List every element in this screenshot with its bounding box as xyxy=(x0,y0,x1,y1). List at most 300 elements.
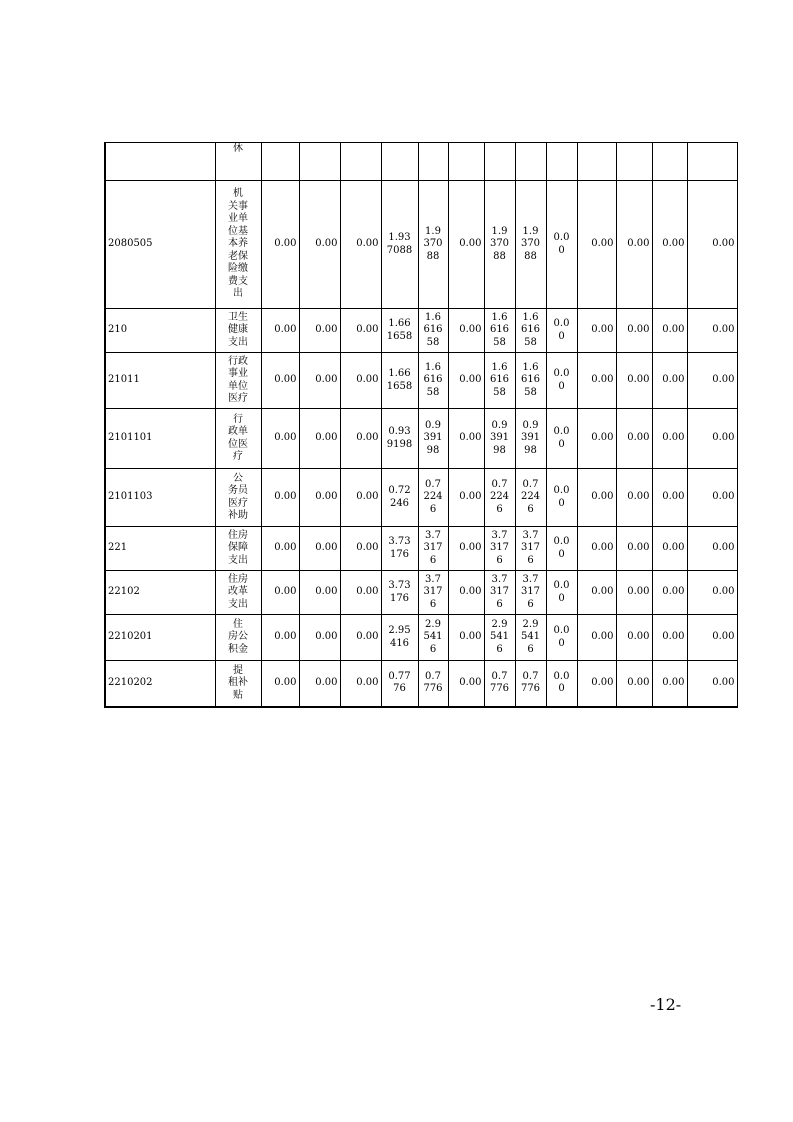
cell-line: 58 xyxy=(493,386,506,398)
cell-line: 单位 xyxy=(228,380,248,392)
amount-cell: 0.00 xyxy=(448,309,484,353)
cell-line: 0 xyxy=(558,330,565,342)
amount-cell xyxy=(418,353,448,409)
cell-line: 9198 xyxy=(386,438,413,450)
amount-cell xyxy=(546,571,577,615)
amount-cell: 0.00 xyxy=(577,353,616,409)
cell-line: 1658 xyxy=(386,380,413,392)
cell-line: 6 xyxy=(496,554,503,566)
page-number: -12- xyxy=(650,995,682,1014)
cell-line: 616 xyxy=(489,374,510,386)
amount-cell: 0.00 xyxy=(299,353,340,409)
amount-cell xyxy=(515,353,546,409)
cell-line: 317 xyxy=(423,542,443,554)
cell-line: 医疗 xyxy=(228,497,248,509)
cell-line: 公 xyxy=(233,472,243,484)
amount-cell: 0.00 xyxy=(616,309,652,353)
cell-line: 3.7 xyxy=(491,529,508,541)
cell-line: 317 xyxy=(423,586,443,598)
amount-cell: 0.00 xyxy=(261,181,299,309)
amount-cell: 0.00 xyxy=(261,353,299,409)
amount-cell: 0.00 xyxy=(340,469,381,527)
cell-line: 0.0 xyxy=(553,368,570,379)
amount-cell xyxy=(546,615,577,661)
cell-line: 支出 xyxy=(228,554,248,566)
cell-line: 0 xyxy=(558,380,565,392)
cell-line: 1.9 xyxy=(425,225,441,237)
cell-line: 出 xyxy=(233,288,243,300)
cell-line: 1.6 xyxy=(522,311,539,323)
cell-line: 370 xyxy=(489,238,510,250)
cell-line: 业单 xyxy=(228,213,248,225)
cell-line: 住房 xyxy=(228,529,248,541)
amount-cell: 0.00 xyxy=(340,309,381,353)
cell-line: 776 xyxy=(489,683,510,695)
amount-cell: 0.00 xyxy=(261,661,299,707)
table-row xyxy=(105,181,737,309)
amount-cell xyxy=(448,143,484,181)
cell-line: 98 xyxy=(426,444,440,456)
cell-line: 租补 xyxy=(228,677,248,688)
subject-code-cell: 2080505 xyxy=(105,181,215,309)
cell-line: 0.7 xyxy=(425,478,441,490)
amount-cell xyxy=(515,409,546,469)
subject-code-cell: 22102 xyxy=(105,571,215,615)
cell-line: 0 xyxy=(558,548,565,560)
amount-cell xyxy=(546,353,577,409)
cell-line: 老保 xyxy=(228,250,248,262)
cell-line: 3.7 xyxy=(425,573,441,585)
cell-line: 保障 xyxy=(228,542,248,554)
table-row xyxy=(105,409,737,469)
amount-cell: 0.00 xyxy=(577,615,616,661)
cell-line: 6 xyxy=(429,503,437,515)
amount-cell: 0.00 xyxy=(448,353,484,409)
amount-cell xyxy=(546,469,577,527)
amount-cell: 0.00 xyxy=(652,661,687,707)
cell-line: 0 xyxy=(558,244,565,256)
amount-cell: 0.00 xyxy=(261,409,299,469)
cell-line: 776 xyxy=(520,683,541,695)
subject-name-cell xyxy=(215,615,261,661)
amount-cell: 0.00 xyxy=(299,469,340,527)
amount-cell: 0.00 xyxy=(616,409,652,469)
amount-cell xyxy=(340,143,381,181)
cell-line: 0.7 xyxy=(522,478,539,490)
amount-cell: 0.00 xyxy=(299,661,340,707)
amount-cell xyxy=(484,353,515,409)
table-row xyxy=(105,353,737,409)
cell-line: 6 xyxy=(527,598,534,610)
cell-line: 0 xyxy=(558,592,565,604)
amount-cell: 0.00 xyxy=(340,353,381,409)
amount-cell: 0.00 xyxy=(652,309,687,353)
cell-line: 88 xyxy=(426,250,440,262)
subject-name-cell xyxy=(215,143,261,181)
cell-line: 391 xyxy=(520,432,541,444)
cell-line: 6 xyxy=(527,554,534,566)
table-row xyxy=(105,309,737,353)
amount-cell xyxy=(418,309,448,353)
cell-line: 541 xyxy=(520,631,541,643)
amount-cell xyxy=(381,571,418,615)
cell-line: 224 xyxy=(423,491,443,503)
cell-line: 0 xyxy=(558,637,565,649)
amount-cell: 0.00 xyxy=(340,615,381,661)
cell-line: 3.7 xyxy=(491,573,508,585)
amount-cell xyxy=(546,527,577,571)
amount-cell xyxy=(418,615,448,661)
cell-line: 改革 xyxy=(228,586,248,598)
amount-cell: 0.00 xyxy=(616,353,652,409)
amount-cell: 0.00 xyxy=(448,615,484,661)
cell-line: 6 xyxy=(527,503,534,515)
amount-cell xyxy=(515,143,546,181)
cell-line: 0 xyxy=(558,683,565,695)
cell-line: 0.72 xyxy=(388,485,411,496)
cell-line: 98 xyxy=(493,444,506,456)
amount-cell: 0.00 xyxy=(577,527,616,571)
cell-line: 616 xyxy=(489,324,510,336)
table-row xyxy=(105,661,737,707)
cell-line: 务员 xyxy=(228,485,248,496)
cell-line: 1658 xyxy=(386,330,413,342)
cell-line: 0.9 xyxy=(522,419,539,431)
amount-cell: 0.00 xyxy=(577,181,616,309)
cell-line: 317 xyxy=(489,586,510,598)
amount-cell: 0.00 xyxy=(687,527,737,571)
cell-line: 关事 xyxy=(228,200,248,212)
cell-line: 58 xyxy=(426,336,440,348)
cell-line: 1.9 xyxy=(522,225,539,237)
cell-line: 3.7 xyxy=(522,573,539,585)
cell-line: 176 xyxy=(389,548,410,560)
amount-cell xyxy=(515,527,546,571)
cell-line: 房公 xyxy=(228,631,248,643)
cell-line: 0.7 xyxy=(425,670,441,682)
table-body xyxy=(105,143,737,707)
amount-cell: 0.00 xyxy=(652,615,687,661)
cell-line: 6 xyxy=(496,598,503,610)
amount-cell xyxy=(484,571,515,615)
amount-cell xyxy=(546,661,577,707)
amount-cell: 0.00 xyxy=(616,615,652,661)
cell-line: 0.0 xyxy=(553,485,570,496)
amount-cell: 0.00 xyxy=(448,181,484,309)
cell-line: 行 xyxy=(233,413,243,425)
amount-cell xyxy=(418,661,448,707)
amount-cell: 0.00 xyxy=(299,527,340,571)
amount-cell xyxy=(546,309,577,353)
amount-cell: 0.00 xyxy=(448,409,484,469)
amount-cell: 0.00 xyxy=(261,469,299,527)
amount-cell: 0.00 xyxy=(687,571,737,615)
cell-line: 3.73 xyxy=(388,536,411,547)
cell-line: 6 xyxy=(496,503,503,515)
amount-cell: 0.00 xyxy=(261,615,299,661)
amount-cell: 0.00 xyxy=(577,661,616,707)
cell-line: 0.7 xyxy=(491,478,508,490)
amount-cell xyxy=(484,469,515,527)
amount-cell xyxy=(484,661,515,707)
cell-line: 支出 xyxy=(228,336,248,348)
amount-cell: 0.00 xyxy=(616,571,652,615)
amount-cell: 0.00 xyxy=(616,181,652,309)
amount-cell: 0.00 xyxy=(687,309,737,353)
amount-cell xyxy=(418,527,448,571)
amount-cell xyxy=(381,181,418,309)
cell-line: 616 xyxy=(423,374,443,386)
cell-line: 积金 xyxy=(228,643,248,655)
amount-cell: 0.00 xyxy=(652,353,687,409)
amount-cell xyxy=(546,181,577,309)
cell-line: 246 xyxy=(389,497,410,509)
table-row xyxy=(105,527,737,571)
cell-line: 6 xyxy=(429,598,437,610)
cell-line: 医疗 xyxy=(228,393,248,404)
amount-cell: 0.00 xyxy=(299,309,340,353)
amount-cell xyxy=(515,615,546,661)
amount-cell: 0.00 xyxy=(652,527,687,571)
cell-line: 1.9 xyxy=(491,225,508,237)
amount-cell xyxy=(515,309,546,353)
cell-line: 0.0 xyxy=(553,318,570,329)
amount-cell xyxy=(381,469,418,527)
amount-cell: 0.00 xyxy=(261,527,299,571)
cell-line: 370 xyxy=(423,238,443,250)
budget-table xyxy=(104,142,738,708)
amount-cell xyxy=(381,143,418,181)
cell-line: 76 xyxy=(393,683,406,695)
cell-line: 1.6 xyxy=(522,361,539,373)
cell-line: 3.73 xyxy=(388,580,411,591)
cell-line: 176 xyxy=(389,592,410,604)
cell-line: 2.9 xyxy=(522,618,539,630)
table-row xyxy=(105,615,737,661)
cell-line: 0.93 xyxy=(388,426,411,437)
cell-line: 健康 xyxy=(228,324,248,336)
cell-line: 58 xyxy=(426,386,440,398)
cell-line: 支出 xyxy=(228,598,248,610)
cell-line: 776 xyxy=(423,683,443,695)
amount-cell: 0.00 xyxy=(687,409,737,469)
table-row xyxy=(105,571,737,615)
cell-line: 3.7 xyxy=(522,529,539,541)
amount-cell: 0.00 xyxy=(448,571,484,615)
subject-name-cell xyxy=(215,469,261,527)
cell-line: 317 xyxy=(520,542,541,554)
cell-line: 2.9 xyxy=(425,618,441,630)
amount-cell xyxy=(515,181,546,309)
cell-line: 391 xyxy=(489,432,510,444)
amount-cell: 0.00 xyxy=(687,661,737,707)
cell-line: 疗 xyxy=(233,451,243,462)
cell-line: 391 xyxy=(423,432,443,444)
amount-cell xyxy=(515,571,546,615)
amount-cell xyxy=(381,409,418,469)
cell-line: 位医 xyxy=(228,438,248,450)
cell-line: 224 xyxy=(520,491,541,503)
cell-line: 317 xyxy=(520,586,541,598)
amount-cell xyxy=(546,143,577,181)
cell-line: 541 xyxy=(489,631,510,643)
cell-line: 1.66 xyxy=(388,368,411,379)
cell-line: 317 xyxy=(489,542,510,554)
subject-code-cell: 210 xyxy=(105,309,215,353)
cell-line: 险缴 xyxy=(228,263,248,275)
amount-cell: 0.00 xyxy=(340,571,381,615)
cell-line: 6 xyxy=(527,643,534,655)
cell-line: 0 xyxy=(558,497,565,509)
cell-line: 0 xyxy=(558,438,565,450)
cell-line: 0.0 xyxy=(553,426,570,437)
cell-line: 88 xyxy=(524,250,537,262)
subject-code-cell: 2210201 xyxy=(105,615,215,661)
cell-line: 位基 xyxy=(228,225,248,237)
amount-cell xyxy=(381,309,418,353)
amount-cell: 0.00 xyxy=(616,661,652,707)
subject-code-cell: 21011 xyxy=(105,353,215,409)
cell-line: 行政 xyxy=(228,355,248,367)
subject-code-cell: 2210202 xyxy=(105,661,215,707)
amount-cell xyxy=(381,661,418,707)
amount-cell: 0.00 xyxy=(687,615,737,661)
amount-cell xyxy=(515,469,546,527)
cell-line: 1.6 xyxy=(491,361,508,373)
cell-line: 休 xyxy=(233,143,243,154)
cell-line: 541 xyxy=(423,631,443,643)
subject-name-cell xyxy=(215,181,261,309)
subject-name-cell xyxy=(215,527,261,571)
cell-line: 7088 xyxy=(386,244,413,256)
subject-name-cell xyxy=(215,571,261,615)
amount-cell xyxy=(577,143,616,181)
subject-code-cell xyxy=(105,143,215,181)
amount-cell: 0.00 xyxy=(448,527,484,571)
amount-cell: 0.00 xyxy=(448,469,484,527)
cell-line: 费支 xyxy=(228,275,248,287)
cell-line: 1.6 xyxy=(491,311,508,323)
cell-line: 616 xyxy=(520,324,541,336)
cell-line: 卫生 xyxy=(228,311,248,323)
cell-line: 0.0 xyxy=(553,232,570,243)
cell-line: 1.93 xyxy=(388,232,411,243)
amount-cell: 0.00 xyxy=(687,353,737,409)
cell-line: 616 xyxy=(520,374,541,386)
amount-cell xyxy=(381,527,418,571)
table-row xyxy=(105,143,737,181)
amount-cell xyxy=(381,615,418,661)
amount-cell xyxy=(418,143,448,181)
cell-line: 58 xyxy=(524,386,537,398)
cell-line: 58 xyxy=(524,336,537,348)
amount-cell: 0.00 xyxy=(687,469,737,527)
amount-cell: 0.00 xyxy=(616,469,652,527)
amount-cell xyxy=(484,409,515,469)
amount-cell xyxy=(418,469,448,527)
amount-cell xyxy=(418,409,448,469)
amount-cell: 0.00 xyxy=(652,571,687,615)
cell-line: 1.6 xyxy=(425,361,441,373)
amount-cell: 0.00 xyxy=(652,181,687,309)
cell-line: 机 xyxy=(233,188,243,200)
cell-line: 政单 xyxy=(228,426,248,437)
cell-line: 补助 xyxy=(228,510,248,521)
amount-cell: 0.00 xyxy=(577,571,616,615)
cell-line: 本养 xyxy=(228,238,248,250)
cell-line: 0.0 xyxy=(553,625,570,636)
subject-name-cell xyxy=(215,409,261,469)
subject-code-cell: 2101101 xyxy=(105,409,215,469)
amount-cell: 0.00 xyxy=(299,181,340,309)
cell-line: 2.9 xyxy=(491,618,508,630)
cell-line: 0.0 xyxy=(553,536,570,547)
cell-line: 370 xyxy=(520,238,541,250)
amount-cell xyxy=(484,615,515,661)
cell-line: 98 xyxy=(524,444,537,456)
amount-cell xyxy=(484,309,515,353)
amount-cell: 0.00 xyxy=(299,571,340,615)
cell-line: 事业 xyxy=(228,368,248,379)
amount-cell: 0.00 xyxy=(448,661,484,707)
subject-name-cell xyxy=(215,661,261,707)
cell-line: 0.9 xyxy=(425,419,441,431)
amount-cell xyxy=(418,181,448,309)
cell-line: 88 xyxy=(493,250,506,262)
amount-cell: 0.00 xyxy=(299,409,340,469)
cell-line: 0.77 xyxy=(388,670,411,682)
cell-line: 6 xyxy=(496,643,503,655)
cell-line: 0.9 xyxy=(491,419,508,431)
subject-name-cell xyxy=(215,353,261,409)
amount-cell: 0.00 xyxy=(340,409,381,469)
amount-cell xyxy=(418,571,448,615)
cell-line: 1.66 xyxy=(388,318,411,329)
amount-cell xyxy=(546,409,577,469)
amount-cell xyxy=(261,143,299,181)
amount-cell xyxy=(515,661,546,707)
amount-cell xyxy=(652,143,687,181)
amount-cell xyxy=(299,143,340,181)
cell-line: 6 xyxy=(429,554,437,566)
cell-line: 住房 xyxy=(228,573,248,585)
amount-cell: 0.00 xyxy=(340,527,381,571)
cell-line: 416 xyxy=(389,637,410,649)
amount-cell: 0.00 xyxy=(299,615,340,661)
cell-line: 住 xyxy=(233,618,243,630)
cell-line: 616 xyxy=(423,324,443,336)
amount-cell: 0.00 xyxy=(577,469,616,527)
cell-line: 58 xyxy=(493,336,506,348)
amount-cell: 0.00 xyxy=(652,469,687,527)
amount-cell: 0.00 xyxy=(340,661,381,707)
cell-line: 1.6 xyxy=(425,311,441,323)
amount-cell: 0.00 xyxy=(687,181,737,309)
amount-cell: 0.00 xyxy=(577,409,616,469)
amount-cell: 0.00 xyxy=(261,309,299,353)
amount-cell: 0.00 xyxy=(340,181,381,309)
cell-line: 6 xyxy=(429,643,437,655)
amount-cell xyxy=(484,527,515,571)
cell-line: 2.95 xyxy=(388,625,411,636)
cell-line: 0.7 xyxy=(522,670,539,682)
cell-line: 0.0 xyxy=(553,670,570,682)
cell-line: 0.0 xyxy=(553,580,570,591)
subject-name-cell xyxy=(215,309,261,353)
amount-cell xyxy=(484,143,515,181)
amount-cell: 0.00 xyxy=(652,409,687,469)
cell-line: 3.7 xyxy=(425,529,441,541)
